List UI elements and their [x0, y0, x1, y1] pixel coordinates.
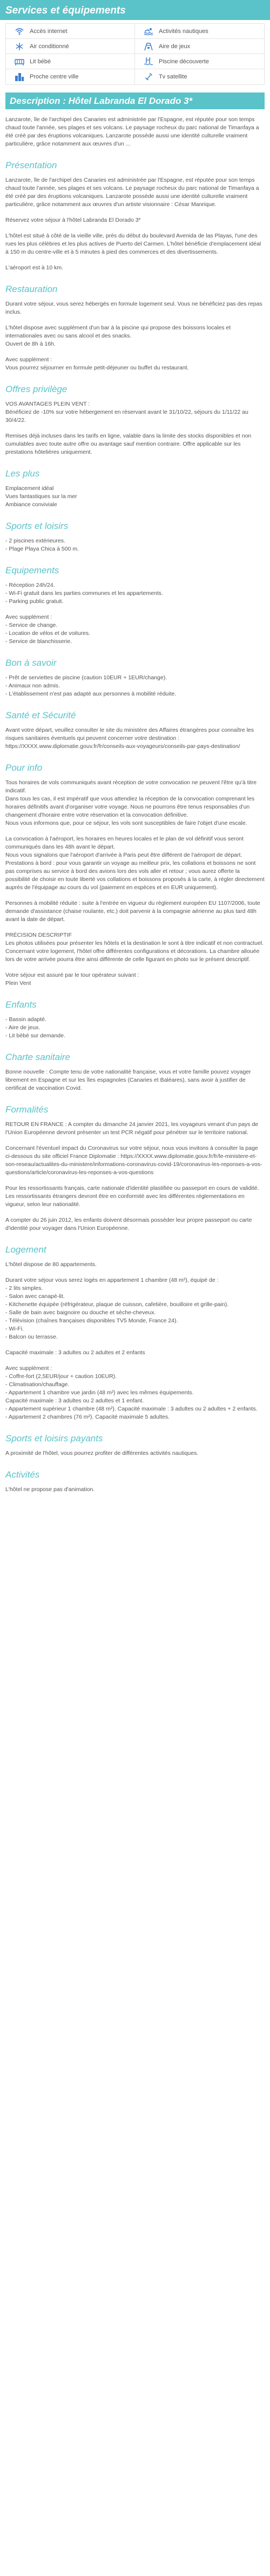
- paragraph-line: Emplacement idéal: [5, 485, 54, 492]
- paragraph-line: A compter du 26 juin 2012, les enfants doivent désormais posséder leur propre passeport ou carte d'identité pour voyager dans l'Union Européenne.: [5, 1217, 252, 1231]
- paragraph-line: - Kitchenette équipée (réfrigérateur, plaque de cuisson, cafetière, bouilloire et grille-pain).: [5, 1301, 229, 1308]
- playground-icon: [144, 42, 153, 51]
- paragraph-line: Remises déjà incluses dans les tarifs en ligne, valable dans la limite des stocks disponibles et non cumulables avec toute autre offre ou avantage sauf mention contraire. Offre applicable sur les prestations hôtelières uniquement.: [5, 433, 252, 455]
- section-paragraph: [5, 232, 265, 256]
- paragraph-line: Plein Vent: [5, 980, 31, 986]
- paragraph-line: - Plage Playa Chica à 500 m.: [5, 546, 79, 552]
- section-paragraph: [5, 1349, 265, 1357]
- paragraph-line: - Salle de bain avec baignoire ou douche et sèche-cheveux.: [5, 1309, 156, 1316]
- section-paragraph: [5, 356, 265, 372]
- section-heading: Equipements: [5, 565, 59, 575]
- paragraph-line: PRÉCISION DESCRIPTIF: [5, 932, 72, 938]
- service-item: [6, 54, 135, 69]
- section-paragraph: [5, 264, 265, 272]
- paragraph-line: Concernant l'éventuel impact du Coronavirus sur votre séjour, nous vous invitons à consulter la page ci-dessous du site officiel France Diplomatie : https://XXXX.www.diplomatie.gouv.fr/fr/le-ministere-et-son-reseau/actualites-du-ministere/informations-coronavirus-covid-19/coronavirus-les-reponses-a-vos-questions/article/coronavirus-les-reponses-a-vos-questions: [5, 1145, 262, 1176]
- paragraph-line: - Réception 24h/24.: [5, 582, 55, 588]
- services-grid: [6, 24, 264, 84]
- section-paragraph: [5, 1261, 265, 1269]
- service-label: Tv satellite: [159, 74, 187, 80]
- services-box: [5, 23, 265, 85]
- paragraph-line: Avec supplément :: [5, 614, 52, 620]
- paragraph-line: - Salon avec canapé-lit.: [5, 1293, 65, 1300]
- paragraph-line: Lanzarote, île de l'archipel des Canaries est administrée par l'Espagne, est réputée pour son temps chaud toute l'année, ses plages et ses volcans. Le paysage rocheux du parc national de Timanfaya a été créé par des éruptions volcaniques. Lanzarote possède aussi une identité culturelle vraiment particulière, grâce notamment aux œuvres d'un ...: [5, 116, 259, 147]
- paragraph-line: Ouvert de 8h à 16h.: [5, 341, 56, 347]
- paragraph-line: Vues fantastiques sur la mer: [5, 493, 77, 500]
- paragraph-line: - Prêt de serviettes de piscine (caution 10EUR + 1EUR/change).: [5, 674, 167, 681]
- paragraph-line: VOS AVANTAGES PLEIN VENT :: [5, 401, 90, 407]
- section-heading: Restauration: [5, 284, 58, 294]
- paragraph-line: - Appartement supérieur 1 chambre (48 m²). Capacité maximale : 3 adultes ou 2 adultes + 2 enfants.: [5, 1406, 258, 1412]
- service-item: [135, 54, 264, 69]
- section-heading: Bon à savoir: [5, 658, 57, 668]
- paragraph-line: - Télévision (chaînes françaises disponibles TV5 Monde, France 24).: [5, 1317, 178, 1324]
- service-item: [135, 39, 264, 54]
- section-heading: Présentation: [5, 160, 57, 170]
- description-title: Description : Hôtel Labranda El Dorado 3*: [10, 96, 193, 106]
- snowflake-icon: [15, 42, 24, 51]
- section-heading: Offres privilège: [5, 384, 68, 394]
- paragraph-line: L'hôtel dispose avec supplément d'un bar à la piscine qui propose des boissons locales et internationales avec ou sans alcool et des snacks.: [5, 325, 231, 339]
- paragraph-line: La convocation à l'aéroport, les horaires en heures locales et le plan de vol définitif vous seront communiqués dans les 48h avant le départ.: [5, 836, 244, 850]
- section-paragraph: [5, 1121, 265, 1137]
- paragraph-line: - Bassin adapté.: [5, 1016, 46, 1023]
- paragraph-line: - L'établissement n'est pas adapté aux personnes à mobilité réduite.: [5, 691, 177, 697]
- service-label: Lit bébé: [30, 58, 51, 65]
- crib-icon: [15, 57, 24, 67]
- wifi-icon: [15, 27, 24, 36]
- section-heading: Logement: [5, 1244, 46, 1255]
- paragraph-line: Dans tous les cas, il est impératif que vous attendiez la réception de la convocation comprenant les horaires définitifs avant d'organiser votre voyage. Nous ne pourrons être tenus responsables d'un changement d'horaire entre votre réservation et la convocation définitive.: [5, 796, 255, 818]
- paragraph-line: Les photos utilisées pour présenter les hôtels et la destination le sont à titre indicatif et non contractuel. Concernant votre logement, l'hôtel offre différentes configurations et décorations. La chambre allouée lors de votre arrivée pourra être ainsi différente de celle figurant en photo sur le présent descriptif.: [5, 940, 264, 963]
- paragraph-line: - Service de blanchisserie.: [5, 638, 72, 645]
- paragraph-line: Avant votre départ, veuillez consulter le site du ministère des Affaires étrangères pour connaître les risques sanitaires éventuels qui peuvent concerner votre destination : https://XXXX.www.diplomatie.gouv.fr/fr/conseils-aux-voyageurs/conseils-par-pays-destination/: [5, 727, 254, 750]
- swim-icon: [144, 27, 153, 36]
- paragraph-line: - Service de change.: [5, 622, 58, 628]
- paragraph-line: L'hôtel est situé à côté de la vieille ville, près du début du boulevard Avenida de las Playas, l'une des rues les plus célèbres et les plus actives de Puerto del Carmen. L'hôtel bénéficie d'emplacement idéal à 150 m du centre-ville et à 5 minutes à pied des commerces et des divertissements.: [5, 233, 261, 255]
- service-label: Activités nautiques: [159, 28, 208, 35]
- service-item: [6, 24, 135, 39]
- paragraph-line: RETOUR EN FRANCE : A compter du dimanche 24 janvier 2021, les voyageurs venant d'un pays de l'Union Européenne devront présenter un test PCR négatif pour pénétrer sur le territoire national.: [5, 1121, 259, 1136]
- paragraph-line: - 2 lits simples.: [5, 1285, 43, 1292]
- section-paragraph: [5, 1068, 265, 1092]
- paragraph-line: - Location de vélos et de voitures.: [5, 630, 91, 637]
- paragraph-line: A proximité de l'hôtel, vous pourrez profiter de différentes activités nautiques.: [5, 1450, 199, 1456]
- section-paragraph: [5, 674, 265, 698]
- paragraph-line: Nous vous signalons que l'aéroport d'arrivée à Paris peut être différent de l'aéroport de départ.: [5, 852, 242, 858]
- paragraph-line: Ambiance conviviale: [5, 501, 57, 508]
- section-heading: Santé et Sécurité: [5, 710, 76, 720]
- paragraph-line: - 2 piscines extérieures.: [5, 538, 65, 544]
- city-icon: [15, 72, 24, 82]
- service-item: [6, 39, 135, 54]
- section-paragraph: [5, 300, 265, 316]
- section-paragraph: [5, 971, 265, 988]
- paragraph-line: - Aire de jeux.: [5, 1024, 40, 1031]
- paragraph-line: - Appartement 1 chambre vue jardin (48 m²) avec les mêmes équipements.: [5, 1389, 194, 1396]
- paragraph-line: Personnes à mobilité réduite : suite à l'entrée en vigueur du règlement européen EU 1107/2006, toute demande d'assistance (chaise roulante, etc.) doit parvenir à la compagnie aérienne au plus tard 48h avant la date de départ.: [5, 900, 260, 923]
- paragraph-line: Réservez votre séjour à l'hôtel Labranda El Dorado 3*: [5, 217, 141, 223]
- pool-icon: [144, 57, 153, 67]
- service-label: Accès internet: [30, 28, 68, 35]
- section-heading: Charte sanitaire: [5, 1052, 71, 1062]
- paragraph-line: Bonne nouvelle : Compte tenu de votre nationalité française, vous et votre famille pouvez voyager librement en Espagne et sur les îles espagnoles (Canaries et Baléares), sans avoir à justifier de certificat de vaccination Covid.: [5, 1069, 251, 1091]
- paragraph-line: Durant votre séjour vous serez logés en appartement 1 chambre (48 m²), équipé de :: [5, 1277, 219, 1283]
- paragraph-line: Capacité maximale : 3 adultes ou 2 adultes et 2 enfants: [5, 1349, 145, 1356]
- section-heading: Formalités: [5, 1104, 49, 1115]
- service-item: [6, 69, 135, 84]
- services-header: [0, 0, 270, 20]
- service-label: Proche centre ville: [30, 74, 79, 80]
- paragraph-line: - Appartement 2 chambres (76 m²). Capacité maximale 5 adultes.: [5, 1414, 170, 1420]
- paragraph-line: L'aéroport est à 10 km.: [5, 264, 64, 271]
- paragraph-line: - Parking public gratuit.: [5, 598, 64, 605]
- description-header: [5, 92, 265, 109]
- paragraph-line: Votre séjour est assuré par le tour opérateur suivant :: [5, 972, 139, 978]
- section-paragraph: [5, 1184, 265, 1209]
- paragraph-line: Vous pourrez séjourner en formule petit-déjeuner ou buffet du restaurant.: [5, 365, 189, 371]
- service-label: Piscine découverte: [159, 58, 209, 65]
- section-heading: Pour info: [5, 763, 43, 773]
- paragraph-line: Pour les ressortissants français, carte nationale d'identité plastifiée ou passeport en cours de validité. Les ressortissants étrangers devront être en conformité avec les différentes réglementations en vigueur, selon leur nationalité.: [5, 1185, 259, 1208]
- services-title: Services et équipements: [5, 5, 126, 16]
- paragraph-line: - Balcon ou terrasse.: [5, 1334, 58, 1340]
- paragraph-line: Lanzarote, île de l'archipel des Canaries est administrée par l'Espagne, est réputée pour son temps chaud toute l'année, ses plages et ses volcans. Le paysage rocheux du parc national de Timanfaya a été créé par des éruptions volcaniques. Lanzarote possède aussi une identité culturelle vraiment particulière, grâce notamment aux œuvres d'un artiste visionnaire : César Manrique.: [5, 177, 259, 208]
- section-paragraph: [5, 1016, 265, 1040]
- section-heading: Les plus: [5, 468, 40, 479]
- paragraph-line: - Animaux non admis.: [5, 683, 60, 689]
- description-content: [0, 109, 270, 1512]
- service-label: Aire de jeux: [159, 43, 191, 50]
- section-paragraph: [5, 613, 265, 646]
- section-paragraph: [5, 581, 265, 606]
- paragraph-line: Durant votre séjour, vous serez hébergés en formule logement seul. Vous ne bénéficiez pas des repas inclus.: [5, 301, 262, 315]
- section-paragraph: [5, 1216, 265, 1233]
- section-paragraph: [5, 324, 265, 348]
- section-paragraph: [5, 931, 265, 964]
- section-heading: Enfants: [5, 999, 37, 1010]
- section-paragraph: [5, 1276, 265, 1341]
- section-heading: Sports et loisirs payants: [5, 1433, 103, 1443]
- section-paragraph: [5, 176, 265, 209]
- paragraph-line: - Wi-Fi gratuit dans les parties communes et les appartements.: [5, 590, 163, 597]
- section-paragraph: [5, 485, 265, 509]
- section-paragraph: [5, 726, 265, 751]
- section-paragraph: [5, 537, 265, 553]
- section-paragraph: [5, 400, 265, 425]
- paragraph-line: Prestations à bord : pour vous garantir un voyage au meilleur prix, les collations et boissons ne sont pas comprises au service à bord des avions lors des vols aller et retour ; vous aurez offerte la possibilité de choisir en toute liberté vos collations et boissons proposés à la carte, à régler directement auprès de l'équipage au cours du vol (paiement en espèces et en EUR uniquement).: [5, 860, 265, 891]
- section-paragraph: [5, 1365, 265, 1421]
- section-paragraph: [5, 1449, 265, 1458]
- paragraph-line: L'hôtel dispose de 80 appartements.: [5, 1261, 97, 1268]
- section-paragraph: [5, 216, 265, 224]
- paragraph-line: - Coffre-fort (2,5EUR/jour + caution 10EUR).: [5, 1373, 117, 1380]
- paragraph-line: Capacité maximale : 3 adultes ou 2 adultes et 1 enfant.: [5, 1398, 144, 1404]
- paragraph-line: Avec supplément :: [5, 1365, 52, 1372]
- paragraph-line: Nous vous informons que, pour ce séjour, les vols sont susceptibles de faire l'objet d'une escale.: [5, 820, 247, 826]
- section-paragraph: [5, 1486, 265, 1494]
- section-paragraph: [5, 899, 265, 924]
- section-paragraph: [5, 1144, 265, 1177]
- paragraph-line: Tous horaires de vols communiqués avant réception de votre convocation ne peuvent l'être qu'à titre indicatif.: [5, 779, 257, 794]
- section-paragraph: [5, 116, 265, 148]
- paragraph-line: Avec supplément :: [5, 356, 52, 363]
- paragraph-line: - Climatisation/chauffage.: [5, 1381, 70, 1388]
- section-heading: Activités: [5, 1469, 40, 1480]
- section-paragraph: [5, 432, 265, 456]
- satellite-icon: [144, 72, 153, 82]
- section-paragraph: [5, 779, 265, 827]
- paragraph-line: - Wi-Fi.: [5, 1326, 24, 1332]
- service-item: [135, 69, 264, 84]
- service-item: [135, 24, 264, 39]
- service-label: Air conditionné: [30, 43, 69, 50]
- paragraph-line: L'hôtel ne propose pas d'animation.: [5, 1486, 95, 1493]
- paragraph-line: Bénéficiez de -10% sur votre hébergement en réservant avant le 31/10/22, séjours du 1/11/22 au 30/4/22.: [5, 409, 248, 423]
- section-paragraph: [5, 835, 265, 892]
- section-heading: Sports et loisirs: [5, 521, 69, 531]
- paragraph-line: - Lit bébé sur demande.: [5, 1032, 65, 1039]
